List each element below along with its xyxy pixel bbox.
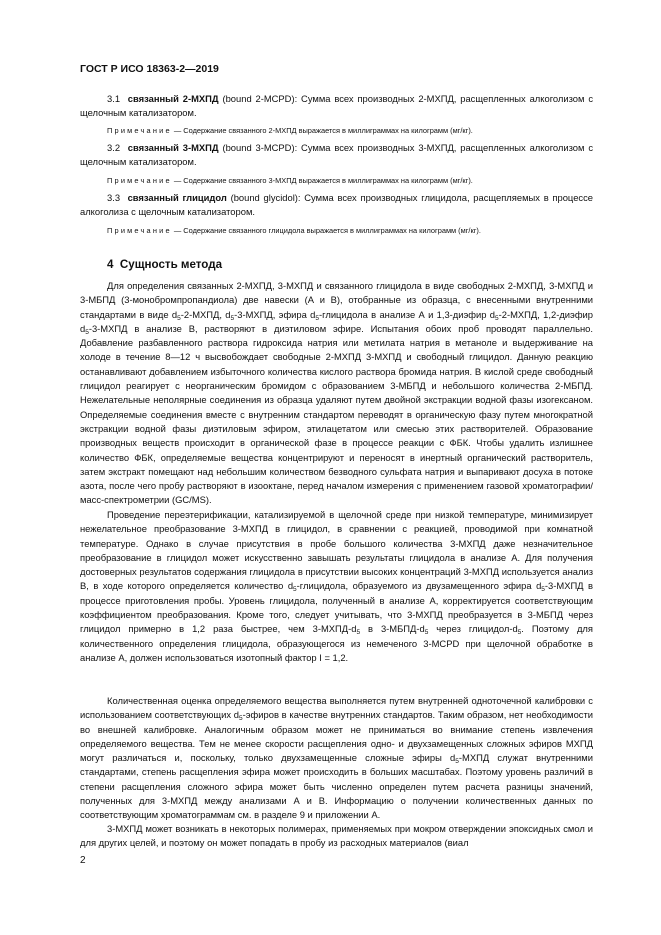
note-body: — Содержание связанного 2-МХПД выражается в миллиграммах на килограмм (мг/кг).	[173, 126, 473, 135]
definition-3-3	[80, 191, 593, 220]
definition-description: Сумма всех производных глицидола, расщепляемых в процессе алкоголиза с щелочным катализатором.	[80, 192, 594, 218]
section-heading	[107, 258, 222, 271]
section-number: 4	[107, 258, 114, 271]
text-run: -эфиров в качестве внутренних стандартов. Таким образом, нет необходимости во внешней калибровке. Аналогичным образом может не приниматься во внимание степень извлечения определяемого вещества. Тем не менее скорости расщепления одно- и двухзамещенных сложных эфиров МХПД могут различаться и, поскольку, только двухзамещенные сложные эфиры d	[80, 709, 594, 764]
paragraph-1	[80, 279, 593, 508]
definition-text	[80, 191, 593, 220]
definition-description: Сумма всех производных 3-МХПД, расщепленных алкоголизом с щелочным катализатором.	[80, 142, 594, 168]
document-header: ГОСТ Р ИСО 18363-2—2019	[80, 63, 219, 75]
note-label: Примечание	[107, 176, 172, 185]
definition-english: (bound glycidol):	[230, 192, 301, 203]
note-3-2	[80, 175, 593, 186]
page-number: 2	[80, 855, 86, 866]
text-run: -глицидола в анализе А и 1,3-диэфир d	[319, 308, 496, 320]
note-label: Примечание	[107, 226, 172, 235]
definition-number: 3.3	[107, 192, 121, 203]
text-run: -3-МХПД, эфира d	[234, 308, 316, 320]
text-run: -2-МХПД, 1,2-диэфир d	[80, 308, 593, 334]
paragraph-4	[80, 822, 593, 851]
definition-text	[80, 141, 593, 170]
note-3-1	[80, 125, 593, 136]
text-run: -глицидола, образуемого из двузамещенного эфира d	[296, 580, 542, 592]
definition-text	[80, 92, 593, 121]
text-run: в 3-МБПД-d	[360, 623, 425, 635]
paragraph-text	[80, 694, 593, 823]
subscript: 5	[495, 314, 499, 322]
subscript: 5	[293, 586, 297, 594]
subscript: 5	[356, 629, 361, 637]
paragraph-3	[80, 694, 593, 823]
definition-3-2	[80, 141, 593, 170]
section-title: Сущность метода	[119, 258, 223, 271]
definition-number: 3.1	[107, 93, 121, 104]
definition-term: связанный 3-МХПД	[127, 142, 219, 153]
text-run: через глицидол-d	[428, 623, 518, 635]
text-run: -МХПД служат внутренними стандартами, степень расщепления эфира может происходить в больших масштабах. Поэтому уровень различий в степени расщепления сложного эфира может быть численно определен путем расчета разницы значений, полученных для 3-МХПД между анализами А и В. Информацию о получении количественных данных по соответствующим хроматограммам см. в разделе 9 и приложении А.	[80, 752, 593, 821]
subscript: 5	[517, 629, 522, 637]
subscript: 5	[239, 715, 243, 723]
subscript: 5	[315, 314, 320, 322]
definition-3-1	[80, 92, 593, 121]
definition-number: 3.2	[107, 142, 121, 153]
text-run: -3-МХПД в анализе В, растворяют в диэтиловом эфире. Испытания обоих проб проводят параллельно. Добавление разбавленного раствора гидроксида натрия или метилата натрия в метаноле и выдерживание на холоде в течение 8—12 ч высвобождает свободные 2-МХПД 3-МХПД и свободный глицидол. Данную реакцию останавливают добавлением избыточного количества кислого раствора бромида натрия. В кислой среде свободный глицидол реагирует с неорганическим бромидом с образованием 3-МБПД и небольшого количества 2-МБПД. Нежелательные неполярные соединения из образца удаляют путем двойной экстракции водной фазы изогексаном. Определяемые соединения вместе с внутренним стандартом переводят в органическую фазу путем многократной экстракции водной фазы диэтиловым эфиром, этилацетатом или смесью этих растворителей. Образование производных веществ происходит в органической фазе в процессе реакции с ФБК. Чтобы удалить излишнее количество ФБК, определяемые вещества концентрируют и переносят в инертный органический растворитель, затем экстракт помещают над небольшим количеством безводного сульфата натрия и выпаривают досуха в потоке азота, после чего пробу растворяют в изооктане, перед началом измерения с применением газовой хроматографии/масс-спектрометрии (GC/MS).	[80, 322, 593, 506]
note-body: — Содержание связанного глицидола выражается в миллиграммах на килограмм (мг/кг).	[173, 226, 481, 235]
paragraph-2	[80, 508, 593, 665]
subscript: 5	[455, 758, 459, 766]
subscript: 5	[541, 586, 545, 594]
subscript: 5	[230, 314, 235, 322]
subscript: 5	[424, 629, 429, 637]
text-run: -3-МХПД в процессе приготовления пробы. Уровень глицидола, полученный в анализе А, корректируется соответствующим коэффициентом преобразования. Кроме того, следует учитывать, что 3-МХПД преобразуется в 3-МБПД через глицидол примерно в 1,2 раза быстрее, чем 3-МХПД-d	[80, 580, 593, 635]
note-text	[80, 175, 593, 186]
text-run: . Поэтому для количественного определения глицидола, образующегося из немеченого 3-MCPD при щелочной обработке в анализе А, должен использоваться изотопный фактор I = 1,2.	[80, 623, 593, 663]
definition-term: связанный 2-МХПД	[127, 93, 219, 104]
text-run: Для определения связанных 2-МХПД, 3-МХПД и связанного глицидола в виде свободных 2-МХПД, 3-МХПД и 3-МБПД (3-монобромпропандиола) две навески (А и В), отобранные из образца, с внесенными внутренними стандартами в виде d	[80, 280, 593, 320]
definition-english: (bound 2-MCPD):	[222, 93, 298, 104]
note-label: Примечание	[107, 126, 172, 135]
paragraph-text	[80, 279, 593, 508]
text-run: Количественная оценка определяемого вещества выполняется путем внутренней одноточечной калибровки с использованием соответствующих d	[80, 695, 593, 721]
definition-english: (bound 3-MCPD):	[222, 142, 298, 153]
subscript: 5	[85, 328, 89, 336]
definition-term: связанный глицидол	[127, 192, 227, 203]
note-text	[80, 225, 593, 236]
definition-description: Сумма всех производных 2-МХПД, расщепленных алкоголизом с щелочным катализатором.	[80, 93, 594, 119]
text-run: -2-МХПД, d	[180, 308, 231, 320]
paragraph-text: 3-МХПД может возникать в некоторых полимерах, применяемых при мокром отверждении эпоксидных смол и для других целей, и поэтому он может попадать в пробу из расходных материалов (виал	[80, 823, 593, 849]
note-text	[80, 125, 593, 136]
paragraph-text	[80, 508, 593, 665]
note-3-3	[80, 225, 593, 236]
subscript: 5	[177, 314, 181, 322]
text-run: Проведение переэтерификации, катализируемой в щелочной среде при низкой температуре, минимизирует нежелательное преобразование 3-МХПД в глицидол, в сравнении с реакцией, проводимой при комнатной температуре. Однако в случае присутствия в пробе большого количества 3-МХПД даже незначительное преобразование в глицидол может искусственно завышать результаты глицидола в анализе А. Для получения достоверных результатов содержания глицидола в присутствии высоких концентраций 3-МХПД используется анализ В, в ходе которого определяется количество d	[80, 509, 593, 592]
note-body: — Содержание связанного 3-МХПД выражается в миллиграммах на килограмм (мг/кг).	[173, 176, 473, 185]
